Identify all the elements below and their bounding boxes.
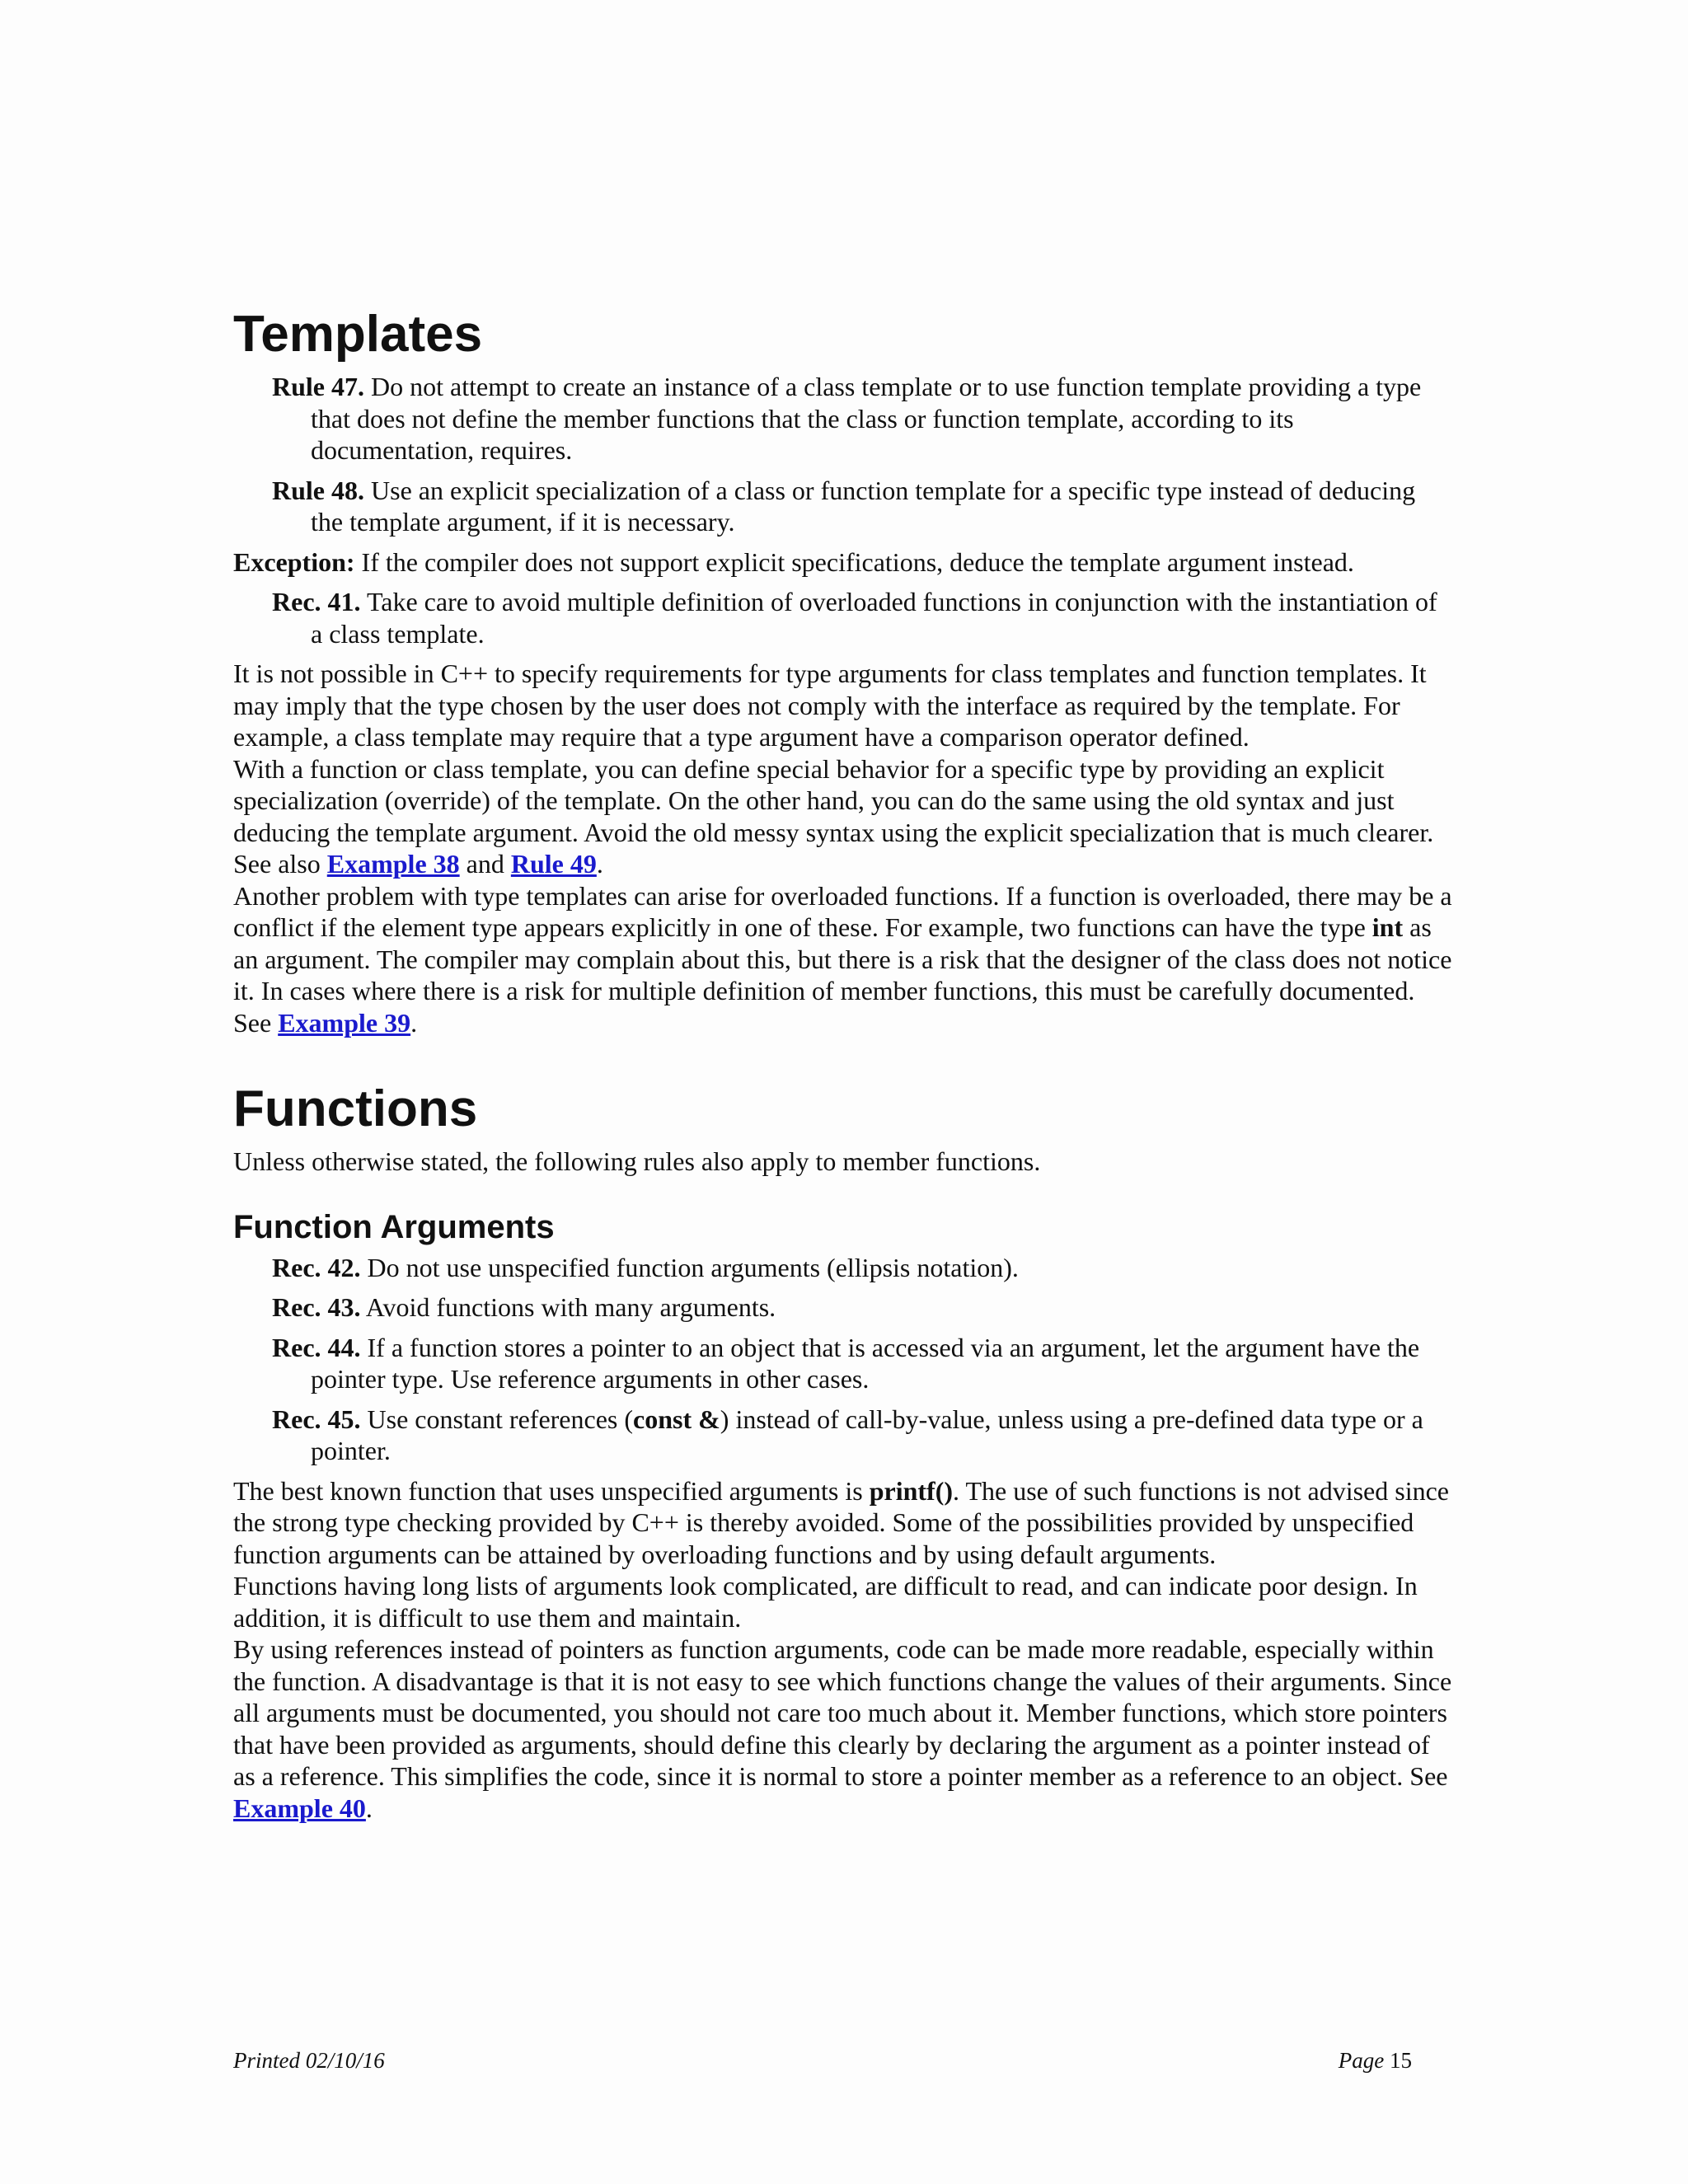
rec-41-text: Take care to avoid multiple definition of overloaded functions in conjunction with the instantiation of a class template. [311,587,1437,649]
functions-paragraph-2: Functions having long lists of arguments look complicated, are difficult to read, and can indicate poor design. In addition, it is difficult to use them and maintain. [233,1571,1418,1633]
functions-paragraph-1-text-2: . The use of such functions is not advised since the strong type checking provided by C++ is thereby avoided. Some of the possibilities provided by unspecified function arguments can be attained by overloading functions and by using default arguments. [233,1475,1449,1569]
rule-49-link[interactable]: Rule 49 [510,849,597,879]
example-39-link[interactable]: Example 39 [278,1007,411,1038]
rule-48-text: Use an explicit specialization of a class or function template for a specific type instead of deducing the template argument, if it is necessary. [311,475,1416,537]
rec-43-label: Rec. 43. [272,1292,361,1322]
templates-paragraph-1: It is not possible in C++ to specify requirements for type arguments for class templates and function templates. It may imply that the type chosen by the user does not comply with the interface as required by the template. For example, a class template may require that a type argument have a comparison operator defined. [233,658,1427,752]
functions-intro: Unless otherwise stated, the following rules also apply to member functions. [233,1146,1041,1176]
exception-text: If the compiler does not support explicit specifications, deduce the template argument instead. [354,546,1354,577]
templates-paragraph-2-text: With a function or class template, you can define special behavior for a specific type by providing an explicit specialization (override) of the template. On the other hand, you can do the same using the old syntax and just deducing the template argument. Avoid the old messy syntax using the explicit specialization that is much clearer. See also [233,753,1434,879]
example-38-link[interactable]: Example 38 [326,849,460,879]
rec-45 [272,1404,1453,1467]
templates-paragraph-2-end: . [596,849,603,879]
rec-44-label: Rec. 44. [272,1332,361,1362]
rec-43 [272,1291,1453,1324]
functions-paragraph-3-text: By using references instead of pointers as function arguments, code can be made more readable, especially within the function. A disadvantage is that it is not easy to see which functions change the values of their arguments. Since all arguments must be documented, you should not care too much about it. Member functions, which store pointers that have been provided as arguments, should define this clearly by declaring the argument as a pointer instead of as a reference. This simplifies the code, since it is normal to store a pointer member as a reference to an object. See [233,1634,1452,1791]
exception-label: Exception: [233,546,355,577]
page-label: Page [1338,2048,1385,2073]
rec-45-text-2: ) instead of call-by-value, unless using a pre-defined data type or a pointer. [311,1404,1423,1465]
functions-paragraph-1-text: The best known function that uses unspecified arguments is [233,1475,870,1506]
rule-47 [272,371,1453,466]
exception [233,546,1453,579]
rec-42-text: Do not use unspecified function arguments (ellipsis notation). [360,1252,1019,1282]
rec-44-text: If a function stores a pointer to an object that is accessed via an argument, let the argument have the pointer type. Use reference arguments in other cases. [311,1332,1420,1394]
functions-paragraph-3-end: . [365,1793,373,1823]
rule-48 [272,475,1453,538]
rule-47-label: Rule 47. [272,372,364,401]
templates-heading: Templates [233,306,483,363]
rec-45-label: Rec. 45. [272,1404,361,1434]
example-40-link[interactable]: Example 40 [233,1793,366,1823]
page-number: 15 [1390,2048,1412,2073]
templates-paragraph-2-and: and [459,849,511,879]
rec-41-label: Rec. 41. [272,587,361,616]
rec-44 [272,1332,1453,1395]
rec-45-text: Use constant references ( [360,1404,634,1434]
rec-41 [272,586,1453,649]
functions-paragraph-1 [233,1475,1453,1571]
templates-paragraph-3-end: . [410,1007,418,1038]
document-page [233,305,1453,1824]
rec-43-text: Avoid functions with many arguments. [360,1292,776,1322]
functions-heading: Functions [233,1080,478,1137]
rule-47-text: Do not attempt to create an instance of a class template or to use function template providing a type that does not define the member functions that the class or function template, according to its documentation, requires. [311,372,1422,465]
rec-42 [272,1252,1453,1284]
templates-paragraph-3-text-2: as an argument. The compiler may complain about this, but there is a risk that the designer of the class does not notice it. In cases where there is a risk for multiple definition of member functions, this must be carefully documented. See [233,912,1452,1038]
page-indicator [1339,2048,1412,2074]
functions-paragraph-3 [233,1633,1453,1824]
templates-paragraph-3 [233,880,1453,1039]
templates-paragraph-3-text: Another problem with type templates can arise for overloaded functions. If a function is overloaded, there may be a conflict if the element type appears explicitly in one of these. For example, two functions can have the type [233,880,1452,942]
int-keyword: int [1372,912,1404,942]
section-spacer [233,1038,1453,1080]
printf-keyword: printf() [869,1475,954,1506]
templates-paragraph-2 [233,753,1453,880]
rule-48-label: Rule 48. [272,475,364,505]
printed-date: Printed 02/10/16 [233,2048,385,2073]
const-ref-keyword: const & [633,1404,720,1434]
rec-42-label: Rec. 42. [272,1252,361,1282]
page-footer [233,2048,1412,2074]
function-arguments-heading: Function Arguments [233,1208,555,1245]
